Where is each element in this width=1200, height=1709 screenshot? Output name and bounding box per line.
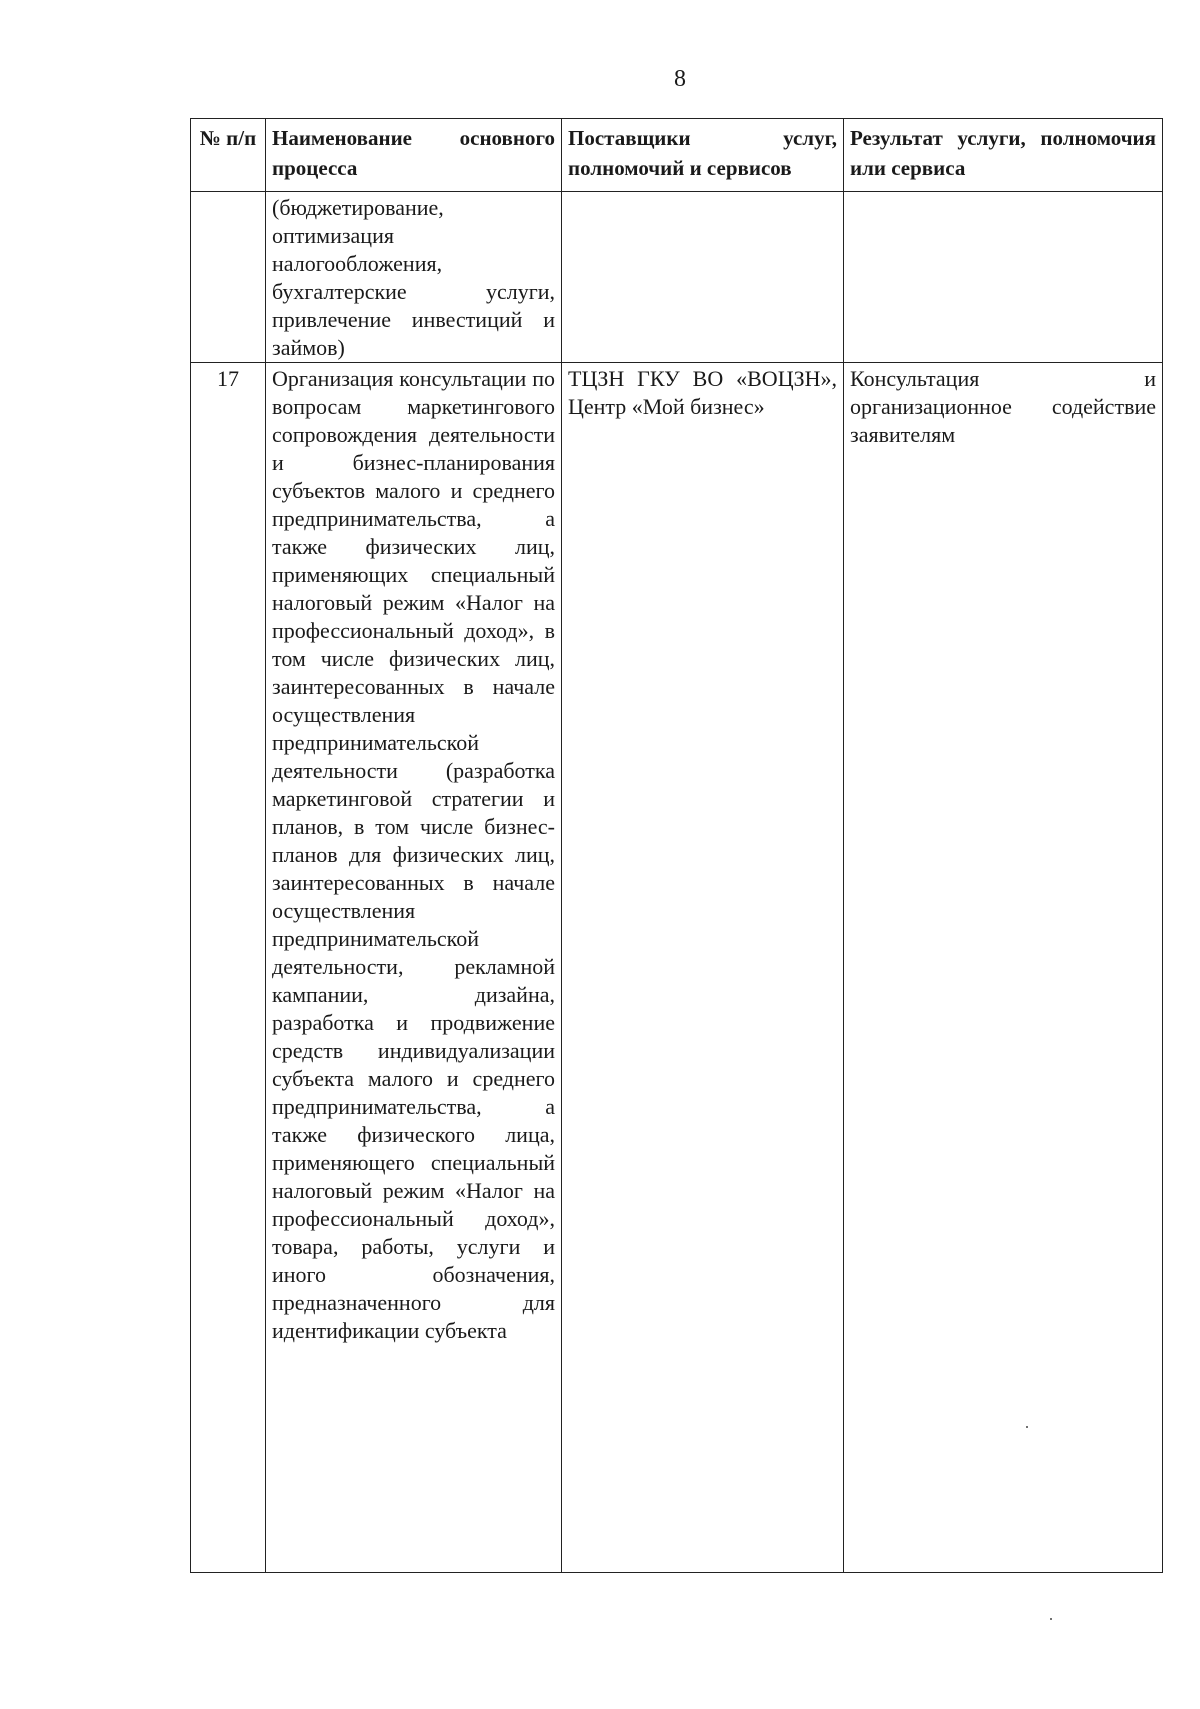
page-number: 8: [674, 66, 686, 92]
row-providers: [562, 192, 844, 363]
row-process: Организация консультации по вопросам маркетингового сопровождения деятельности и бизнес-планирования субъектов малого и среднего предпринимательства, а также физических лиц, применяющих специальный налоговый режим «Налог на профессиональный доход», в том числе физических лиц, заинтересованных в начале осуществления предпринимательской деятельности (разработка маркетинговой стратегии и планов, в том числе бизнес-планов для физических лиц, заинтересованных в начале осуществления предпринимательской деятельности, рекламной кампании, дизайна, разработка и продвижение средств индивидуализации субъекта малого и среднего предпринимательства, а также физического лица, применяющего специальный налоговый режим «Налог на профессиональный доход», товара, работы, услуги и иного обозначения, предназначенного для идентификации субъекта: [266, 363, 562, 1573]
row-result: Консультация и организационное содействие заявителям: [844, 363, 1163, 1573]
row-providers: ТЦЗН ГКУ ВО «ВОЦЗН», Центр «Мой бизнес»: [562, 363, 844, 1573]
header-providers: Поставщики услуг, полномочий и сервисов: [562, 119, 844, 192]
table-row: [191, 363, 1163, 1573]
row-result: [844, 192, 1163, 363]
row-num: [191, 192, 266, 363]
header-result: Результат услуги, полномочия или сервиса: [844, 119, 1163, 192]
process-table: [190, 118, 1163, 1573]
table-row: [191, 192, 1163, 363]
header-num: № п/п: [191, 119, 266, 192]
scan-speck: [1050, 1618, 1052, 1620]
scan-speck: [1026, 1426, 1028, 1428]
table-header-row: [191, 119, 1163, 192]
header-process: Наименование основного процесса: [266, 119, 562, 192]
row-process: (бюджетирование, оптимизация налогообложения, бухгалтерские услуги, привлечение инвестиций и займов): [266, 192, 562, 363]
row-num: 17: [191, 363, 266, 1573]
